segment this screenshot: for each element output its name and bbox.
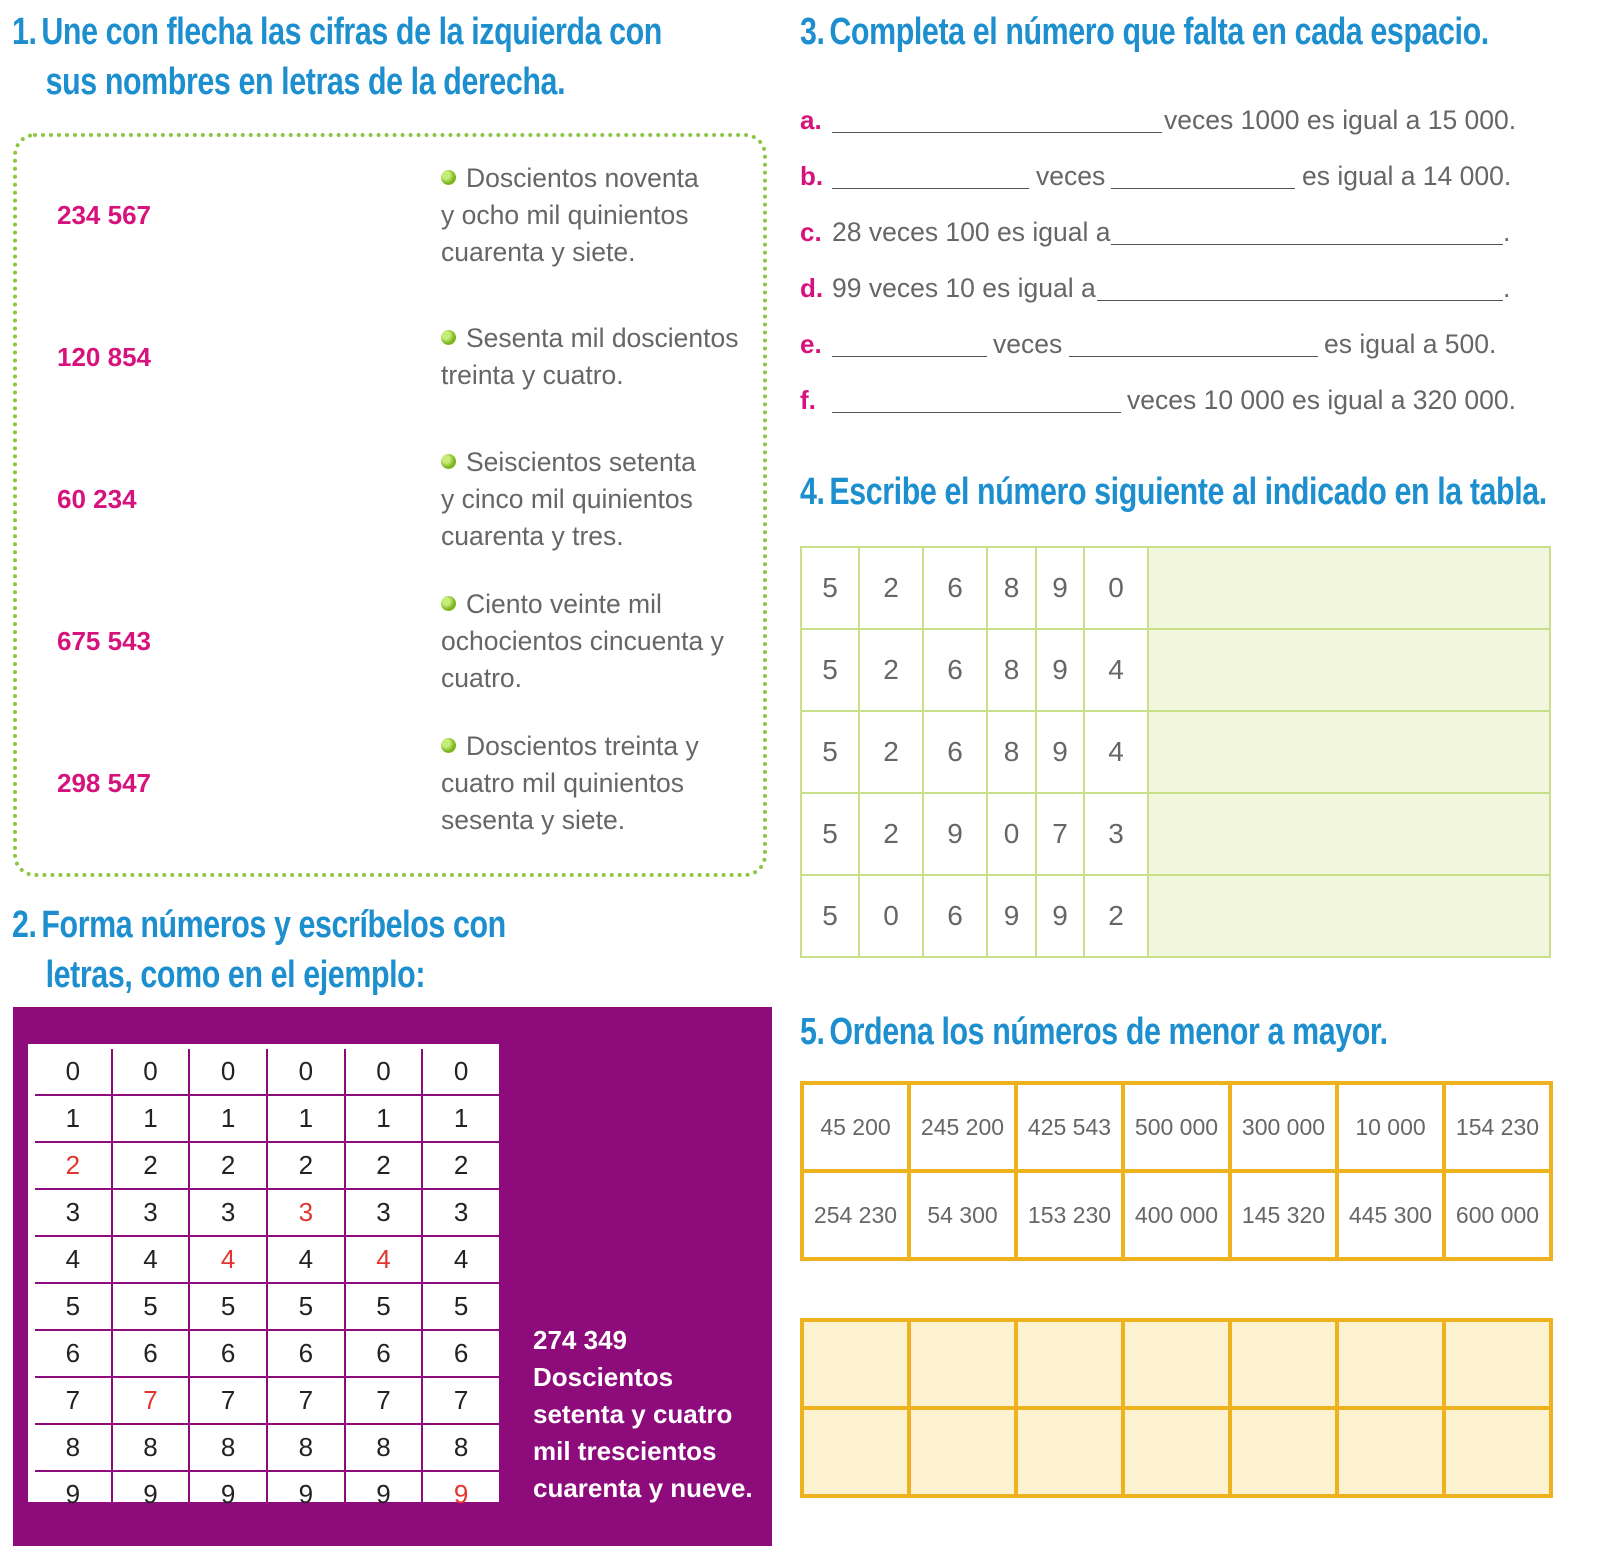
digit-cell[interactable]: 7 <box>345 1377 423 1424</box>
answer-blank[interactable] <box>1097 300 1503 301</box>
number-cell: 145 320 <box>1230 1171 1337 1259</box>
digit-cell[interactable]: 4 <box>189 1236 267 1283</box>
digit-cell: 4 <box>1084 711 1148 793</box>
digit-cell[interactable]: 8 <box>112 1424 190 1471</box>
digit-cell: 6 <box>923 547 987 629</box>
digit-cell[interactable]: 2 <box>112 1142 190 1189</box>
match-number[interactable]: 298 547 <box>57 768 151 798</box>
digit-cell[interactable]: 5 <box>345 1283 423 1330</box>
words-line: Doscientos treinta y <box>466 731 699 761</box>
item-letter: f. <box>800 385 816 415</box>
answer-cell[interactable] <box>1148 875 1550 957</box>
item-letter: a. <box>800 105 822 135</box>
words-line: cuatro. <box>441 663 523 693</box>
item-letter: c. <box>800 217 822 247</box>
numbers-to-order-table <box>800 1081 1553 1261</box>
digit-cell: 5 <box>801 711 859 793</box>
digit-cell[interactable]: 1 <box>35 1095 112 1142</box>
next-number-table <box>800 546 1551 958</box>
digit-cell[interactable]: 3 <box>422 1189 499 1236</box>
digit-cell[interactable]: 1 <box>267 1095 345 1142</box>
exercise-row-c <box>800 217 1510 257</box>
example-answer <box>533 1322 763 1507</box>
digit-row <box>801 875 1550 957</box>
answer-cell[interactable] <box>1230 1408 1337 1496</box>
number-cell: 54 300 <box>909 1171 1016 1259</box>
digit-row <box>35 1049 499 1095</box>
words-line: cuarenta y siete. <box>441 237 636 267</box>
digit-cell[interactable]: 7 <box>422 1377 499 1424</box>
digit-cell[interactable]: 4 <box>267 1236 345 1283</box>
match-number[interactable]: 234 567 <box>57 200 151 230</box>
words-line: sesenta y siete. <box>441 805 626 835</box>
number-cell: 300 000 <box>1230 1083 1337 1171</box>
digit-cell: 2 <box>859 629 923 711</box>
digit-cell: 9 <box>1036 711 1084 793</box>
digit-cell[interactable]: 8 <box>345 1424 423 1471</box>
digit-cell[interactable]: 3 <box>345 1189 423 1236</box>
digit-cell[interactable]: 9 <box>112 1471 190 1517</box>
digit-cell: 8 <box>987 711 1036 793</box>
answer-cell[interactable] <box>1123 1408 1230 1496</box>
answer-cell[interactable] <box>1444 1408 1551 1496</box>
digit-cell[interactable]: 5 <box>35 1283 112 1330</box>
item-letter: d. <box>800 273 824 303</box>
item-text: 99 veces 10 es igual a <box>832 273 1096 303</box>
digit-row <box>35 1330 499 1377</box>
ordered-answer-table <box>800 1318 1553 1498</box>
digit-cell[interactable]: 7 <box>112 1377 190 1424</box>
digit-row <box>35 1471 499 1517</box>
digit-cell: 2 <box>1084 875 1148 957</box>
digit-cell[interactable]: 6 <box>35 1330 112 1377</box>
number-cell: 153 230 <box>1016 1171 1123 1259</box>
digit-cell[interactable]: 5 <box>267 1283 345 1330</box>
section4-number: 4. <box>800 471 825 513</box>
section1-title-line1: Une con flecha las cifras de la izquierda con <box>41 11 662 53</box>
digit-cell[interactable]: 5 <box>112 1283 190 1330</box>
number-cell: 425 543 <box>1016 1083 1123 1171</box>
digit-cell[interactable]: 3 <box>267 1189 345 1236</box>
bullet-dot-icon[interactable] <box>441 454 456 469</box>
section3-heading <box>800 7 1489 57</box>
item-text: veces <box>1036 161 1106 191</box>
bullet-dot-icon[interactable] <box>441 738 456 753</box>
words-line: y cinco mil quinientos <box>441 484 693 514</box>
item-text: veces 10 000 es igual a 320 000. <box>1127 385 1516 415</box>
digit-cell[interactable]: 3 <box>35 1189 112 1236</box>
example-words-line: Doscientos <box>533 1362 674 1392</box>
digit-cell[interactable]: 7 <box>267 1377 345 1424</box>
match-words[interactable] <box>441 586 761 697</box>
exercise-row-d <box>800 273 1510 313</box>
match-number[interactable]: 120 854 <box>57 342 151 372</box>
digit-cell[interactable]: 3 <box>189 1189 267 1236</box>
digit-cell[interactable]: 4 <box>345 1236 423 1283</box>
digit-cell[interactable]: 6 <box>422 1330 499 1377</box>
digit-row <box>35 1142 499 1189</box>
digit-cell: 6 <box>923 875 987 957</box>
digit-cell[interactable]: 6 <box>112 1330 190 1377</box>
section2-title-line1: Forma números y escríbelos con <box>41 904 506 946</box>
answer-cell[interactable] <box>1230 1320 1337 1408</box>
digit-row <box>35 1236 499 1283</box>
digit-cell[interactable]: 1 <box>422 1095 499 1142</box>
words-line: Seiscientos setenta <box>466 447 696 477</box>
digit-cell[interactable]: 4 <box>422 1236 499 1283</box>
answer-cell[interactable] <box>1148 547 1550 629</box>
section1-heading <box>12 7 662 107</box>
section2-heading <box>12 900 506 1000</box>
digit-cell: 9 <box>1036 547 1084 629</box>
digit-cell[interactable]: 9 <box>453 1479 469 1509</box>
item-letter: b. <box>800 161 824 191</box>
digit-cell[interactable]: 2 <box>345 1142 423 1189</box>
digit-cell: 5 <box>801 629 859 711</box>
digit-cell: 0 <box>1084 547 1148 629</box>
digit-row <box>801 547 1550 629</box>
match-words[interactable] <box>441 160 761 271</box>
answer-cell[interactable] <box>1337 1408 1444 1496</box>
match-words[interactable] <box>441 320 761 394</box>
answer-blank[interactable] <box>832 412 1121 413</box>
digit-cell[interactable]: 9 <box>345 1471 423 1517</box>
digit-cell[interactable]: 9 <box>267 1471 345 1517</box>
answer-cell[interactable] <box>1337 1320 1444 1408</box>
answer-blank[interactable] <box>832 188 1029 189</box>
example-words-line: cuarenta y nueve. <box>533 1473 753 1503</box>
digit-cell: 7 <box>1036 793 1084 875</box>
digit-cell[interactable]: 2 <box>422 1142 499 1189</box>
digit-cell[interactable]: 6 <box>345 1330 423 1377</box>
digit-cell[interactable]: 9 <box>189 1471 267 1517</box>
number-cell: 154 230 <box>1444 1083 1551 1171</box>
answer-blank[interactable] <box>832 132 1162 133</box>
digit-cell: 9 <box>1036 629 1084 711</box>
number-cell: 445 300 <box>1337 1171 1444 1259</box>
section5-heading <box>800 1007 1388 1057</box>
words-line: Ciento veinte mil <box>466 589 662 619</box>
item-text: 28 veces 100 es igual a <box>832 217 1111 247</box>
digit-row <box>801 629 1550 711</box>
answer-cell[interactable] <box>1148 629 1550 711</box>
digit-cell[interactable]: 1 <box>345 1095 423 1142</box>
answer-cell[interactable] <box>1016 1408 1123 1496</box>
section1-number: 1. <box>12 11 37 53</box>
answer-cell[interactable] <box>909 1320 1016 1408</box>
digit-cell[interactable]: 8 <box>35 1424 112 1471</box>
digit-cell[interactable]: 6 <box>267 1330 345 1377</box>
digit-cell: 6 <box>923 711 987 793</box>
digit-row <box>35 1283 499 1330</box>
digit-cell: 8 <box>987 629 1036 711</box>
digit-cell: 8 <box>987 547 1036 629</box>
digit-row <box>35 1189 499 1236</box>
number-cell: 400 000 <box>1123 1171 1230 1259</box>
answer-row <box>802 1320 1551 1408</box>
item-text: es igual a 14 000. <box>1302 161 1512 191</box>
digit-cell[interactable]: 0 <box>345 1049 423 1095</box>
digit-row <box>35 1424 499 1471</box>
section5-title: Ordena los números de menor a mayor. <box>829 1011 1388 1053</box>
answer-row <box>802 1408 1551 1496</box>
section4-heading <box>800 467 1547 517</box>
section3-number: 3. <box>800 11 825 53</box>
number-row <box>802 1171 1551 1259</box>
digit-cell[interactable]: 5 <box>189 1283 267 1330</box>
digit-cell: 9 <box>923 793 987 875</box>
exercise-row-f <box>800 385 1516 425</box>
bullet-dot-icon[interactable] <box>441 330 456 345</box>
item-text: veces <box>993 329 1063 359</box>
match-number[interactable]: 675 543 <box>57 626 151 656</box>
item-end: . <box>1503 273 1511 303</box>
answer-cell[interactable] <box>802 1408 909 1496</box>
digit-cell[interactable]: 0 <box>35 1049 112 1095</box>
digit-cell[interactable]: 1 <box>189 1095 267 1142</box>
digit-cell[interactable]: 7 <box>189 1377 267 1424</box>
words-line: y ocho mil quinientos <box>441 200 689 230</box>
answer-blank[interactable] <box>1111 244 1503 245</box>
digit-table <box>35 1049 499 1517</box>
digit-cell[interactable]: 3 <box>112 1189 190 1236</box>
words-line: Sesenta mil doscientos <box>466 323 739 353</box>
section1-title-line2: sus nombres en letras de la derecha. <box>45 61 566 103</box>
digit-cell[interactable]: 7 <box>35 1377 112 1424</box>
number-row <box>802 1083 1551 1171</box>
digit-cell[interactable]: 0 <box>422 1049 499 1095</box>
bullet-dot-icon[interactable] <box>441 596 456 611</box>
digit-cell[interactable]: 8 <box>422 1424 499 1471</box>
digit-cell: 9 <box>1036 875 1084 957</box>
digit-cell[interactable]: 0 <box>189 1049 267 1095</box>
digit-cell[interactable]: 6 <box>189 1330 267 1377</box>
number-cell: 500 000 <box>1123 1083 1230 1171</box>
digit-cell[interactable]: 0 <box>267 1049 345 1095</box>
digit-cell: 6 <box>923 629 987 711</box>
item-text: es igual a 500. <box>1324 329 1497 359</box>
bullet-dot-icon[interactable] <box>441 170 456 185</box>
digit-cell[interactable]: 4 <box>35 1236 112 1283</box>
digit-cell: 2 <box>859 793 923 875</box>
match-words[interactable] <box>441 728 761 839</box>
digit-cell[interactable]: 2 <box>35 1142 112 1189</box>
section2-title-line2: letras, como en el ejemplo: <box>45 954 426 996</box>
section2-number: 2. <box>12 904 37 946</box>
example-number: 274 349 <box>533 1325 627 1355</box>
words-line: Doscientos noventa <box>466 163 699 193</box>
answer-cell[interactable] <box>1148 793 1550 875</box>
digit-row <box>35 1095 499 1142</box>
digit-row <box>801 793 1550 875</box>
words-line: treinta y cuatro. <box>441 360 624 390</box>
digit-row <box>801 711 1550 793</box>
digit-cell[interactable]: 0 <box>112 1049 190 1095</box>
number-cell: 600 000 <box>1444 1171 1551 1259</box>
digit-cell[interactable]: 2 <box>189 1142 267 1189</box>
number-cell: 245 200 <box>909 1083 1016 1171</box>
example-words-line: mil trescientos <box>533 1436 717 1466</box>
answer-cell[interactable] <box>1444 1320 1551 1408</box>
item-text: veces 1000 es igual a 15 000. <box>1164 105 1517 135</box>
section5-number: 5. <box>800 1011 825 1053</box>
item-letter: e. <box>800 329 822 359</box>
digit-cell[interactable]: 9 <box>35 1471 112 1517</box>
digit-cell: 0 <box>859 875 923 957</box>
section4-title: Escribe el número siguiente al indicado en la tabla. <box>829 471 1547 513</box>
digit-cell: 0 <box>987 793 1036 875</box>
exercise-row-b <box>800 161 1510 201</box>
exercise-row-e <box>800 329 1510 369</box>
digit-cell[interactable]: 5 <box>422 1283 499 1330</box>
answer-blank[interactable] <box>1069 356 1318 357</box>
number-cell: 10 000 <box>1337 1083 1444 1171</box>
digit-cell[interactable]: 8 <box>189 1424 267 1471</box>
answer-blank[interactable] <box>832 356 987 357</box>
exercise-row-a <box>800 105 1517 145</box>
match-words[interactable] <box>441 444 761 555</box>
words-line: ochocientos cincuenta y <box>441 626 724 656</box>
words-line: cuarenta y tres. <box>441 521 624 551</box>
digit-cell: 9 <box>987 875 1036 957</box>
digit-cell: 5 <box>801 793 859 875</box>
digit-cell[interactable]: 8 <box>267 1424 345 1471</box>
digit-grid <box>28 1044 499 1509</box>
number-cell: 45 200 <box>802 1083 909 1171</box>
match-number[interactable]: 60 234 <box>57 484 137 514</box>
digit-cell[interactable]: 2 <box>267 1142 345 1189</box>
digit-cell: 5 <box>801 547 859 629</box>
answer-blank[interactable] <box>1111 188 1295 189</box>
item-end: . <box>1503 217 1511 247</box>
section3-title: Completa el número que falta en cada espacio. <box>829 11 1489 53</box>
answer-cell[interactable] <box>1148 711 1550 793</box>
digit-cell[interactable]: 4 <box>112 1236 190 1283</box>
words-line: cuatro mil quinientos <box>441 768 685 798</box>
answer-cell[interactable] <box>802 1320 909 1408</box>
example-words-line: setenta y cuatro <box>533 1399 733 1429</box>
digit-cell[interactable]: 1 <box>112 1095 190 1142</box>
digit-cell: 4 <box>1084 629 1148 711</box>
digit-cell: 3 <box>1084 793 1148 875</box>
digit-row <box>35 1377 499 1424</box>
digit-cell: 5 <box>801 875 859 957</box>
digit-cell: 2 <box>859 547 923 629</box>
answer-cell[interactable] <box>909 1408 1016 1496</box>
answer-cell[interactable] <box>1123 1320 1230 1408</box>
digit-cell: 2 <box>859 711 923 793</box>
answer-cell[interactable] <box>1016 1320 1123 1408</box>
number-cell: 254 230 <box>802 1171 909 1259</box>
